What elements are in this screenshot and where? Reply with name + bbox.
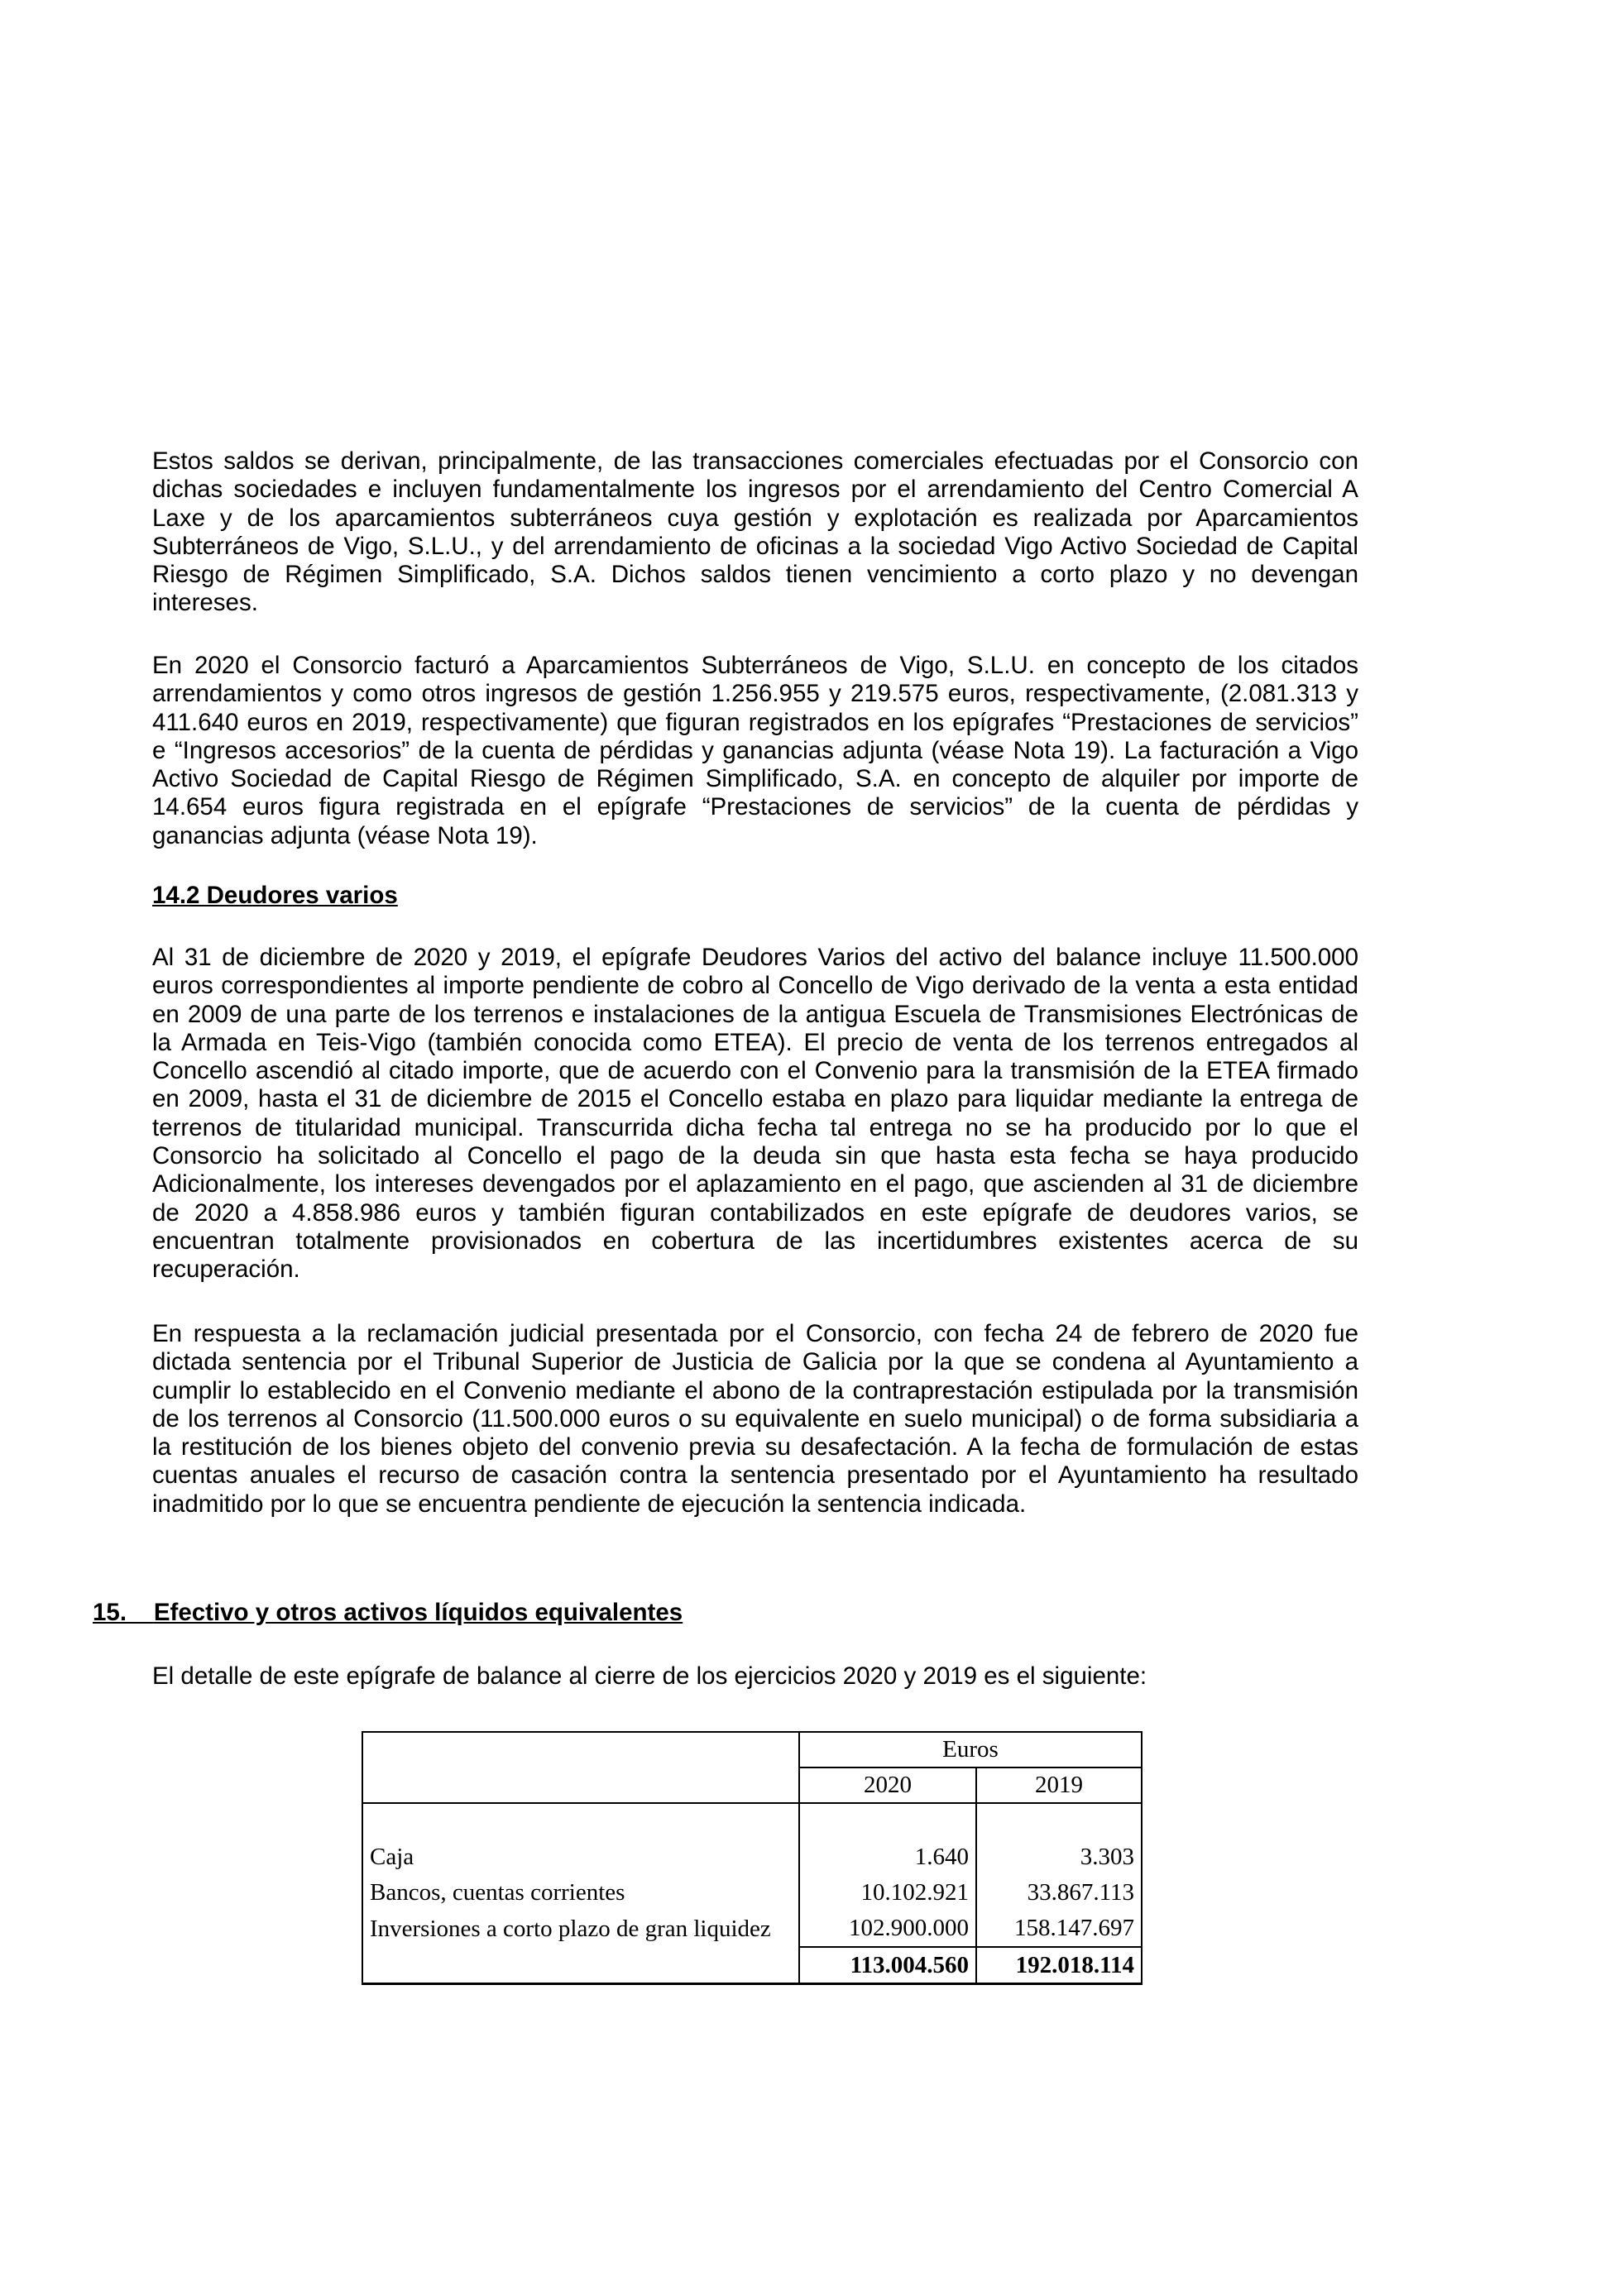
paragraph-deudores-varios [152,944,1358,1284]
paragraph-billing-2020 [152,652,1358,850]
table-header-row [362,1732,1142,1767]
amount-2019: 33.867.113 [976,1875,1142,1911]
amount-2020: 10.102.921 [799,1875,976,1911]
total-2019: 192.018.114 [976,1947,1142,1984]
text-line: Estos saldos se derivan, principalmente, de las transacciones comerciales efectuadas por el Consorcio con [152,447,1358,475]
text-line: dichas sociedades e incluyen fundamentalmente los ingresos por el arrendamiento del Centro Comercial A [152,476,1358,504]
text-line: en 2009, hasta el 31 de diciembre de 2015 el Concello estaba en plazo para liquidar mediante la entrega de [152,1085,1358,1113]
text-line: Subterráneos de Vigo, S.L.U., y del arrendamiento de oficinas a la sociedad Vigo Activo Sociedad de Capital [152,532,1358,560]
text-line: cumplir lo establecido en el Convenio mediante el abono de la contraprestación estipulada por la transmisión [152,1376,1358,1404]
amount-2020: 102.900.000 [799,1911,976,1947]
text-line: Laxe y de los aparcamientos subterráneos cuya gestión y explotación es realizada por Aparcamientos [152,504,1358,532]
amount-2019: 3.303 [976,1839,1142,1875]
cash-equivalents-table [362,1731,1143,1985]
currency-header: Euros [799,1732,1142,1767]
table-corner-cell [362,1732,799,1803]
subheading-deudores-varios: 14.2 Deudores varios [152,882,398,909]
text-line: dictada sentencia por el Tribunal Superior de Justicia de Galicia por la que se condena al Ayuntamiento a [152,1348,1358,1376]
text-line: encuentran totalmente provisionados en cobertura de las incertidumbres existentes acerca de su [152,1227,1358,1255]
text-line: ganancias adjunta (véase Nota 19). [152,821,538,849]
text-line: terrenos de titularidad municipal. Transcurrida dicha fecha tal entrega no se ha producido por lo que el [152,1113,1358,1141]
row-label: Caja [362,1839,799,1875]
paragraph-balances-origin [152,447,1358,618]
row-label: Inversiones a corto plazo de gran liquidez [362,1911,799,1947]
text-line: la Armada en Teis-Vigo (también conocida como ETEA). El precio de venta de los terrenos entregados al [152,1028,1358,1056]
text-line: en 2009 de una parte de los terrenos e instalaciones de la antigua Escuela de Transmisiones Electrónicas de [152,1000,1358,1028]
text-line: Riesgo de Régimen Simplificado, S.A. Dichos saldos tienen vencimiento a corto plazo y no devengan [152,561,1358,589]
text-line: e “Ingresos accesorios” de la cuenta de pérdidas y ganancias adjunta (véase Nota 19). La facturación a Vigo [152,736,1358,764]
table-row [362,1839,1142,1875]
table-spacer-row [362,1803,1142,1839]
amount-2020: 1.640 [799,1839,976,1875]
text-line: 411.640 euros en 2019, respectivamente) que figuran registrados en los epígrafes “Prestaciones de servicios” [152,708,1358,736]
text-line: intereses. [152,589,258,617]
text-line: euros correspondientes al importe pendiente de cobro al Concello de Vigo derivado de la venta a esta entidad [152,972,1358,1000]
heading-gap [127,1599,154,1626]
row-label: Bancos, cuentas corrientes [362,1875,799,1911]
amount-2019: 158.147.697 [976,1911,1142,1947]
text-line: Adicionalmente, los intereses devengados por el aplazamiento en el pago, que ascienden al 31 de diciembre [152,1170,1358,1198]
text-line: Activo Sociedad de Capital Riesgo de Régimen Simplificado, S.A. en concepto de alquiler por importe de [152,765,1358,793]
section-title: Efectivo y otros activos líquidos equivalentes [153,1599,683,1626]
text-line: Concello ascendió al citado importe, que de acuerdo con el Convenio para la transmisión de la ETEA firmado [152,1057,1358,1085]
text-line: Al 31 de diciembre de 2020 y 2019, el epígrafe Deudores Varios del activo del balance incluye 11.500.000 [152,944,1358,971]
text-line: de 2020 a 4.858.986 euros y también figuran contabilizados en este epígrafe de deudores varios, se [152,1198,1358,1227]
spacer-cell [362,1803,799,1839]
total-label-cell [362,1947,799,1984]
text-line: inadmitido por lo que se encuentra pendiente de ejecución la sentencia indicada. [152,1490,1027,1518]
text-line: arrendamientos y como otros ingresos de gestión 1.256.955 y 219.575 euros, respectivamente, (2.081.313 y [152,680,1358,708]
section-number: 15. [93,1599,127,1626]
total-2020: 113.004.560 [799,1947,976,1984]
section-intro: El detalle de este epígrafe de balance al cierre de los ejercicios 2020 y 2019 es el siguiente: [152,1662,1147,1690]
text-line: En 2020 el Consorcio facturó a Aparcamientos Subterráneos de Vigo, S.L.U. en concepto de los citados [152,652,1358,679]
text-line: Consorcio ha solicitado al Concello el pago de la deuda sin que hasta esta fecha se haya producido [152,1142,1358,1170]
spacer-cell [976,1803,1142,1839]
text-line: la restitución de los bienes objeto del convenio previa su desafectación. A la fecha de formulación de estas [152,1433,1358,1461]
paragraph-judicial-claim [152,1320,1358,1519]
text-line: recuperación. [152,1256,300,1284]
spacer-cell [799,1803,976,1839]
year-header-2019: 2019 [976,1767,1142,1803]
text-line: cuentas anuales el recurso de casación contra la sentencia presentado por el Ayuntamiento ha resultado [152,1461,1358,1490]
table-total-row [362,1947,1142,1984]
year-header-2020: 2020 [799,1767,976,1803]
text-line: En respuesta a la reclamación judicial presentada por el Consorcio, con fecha 24 de febrero de 2020 fue [152,1320,1358,1347]
table-row [362,1911,1142,1947]
text-line: de los terrenos al Consorcio (11.500.000 euros o su equivalente en suelo municipal) o de forma subsidiaria a [152,1404,1358,1433]
section-heading-15 [93,1599,683,1627]
text-line: 14.654 euros figura registrada en el epígrafe “Prestaciones de servicios” de la cuenta de pérdidas y [152,793,1358,821]
table-row [362,1875,1142,1911]
